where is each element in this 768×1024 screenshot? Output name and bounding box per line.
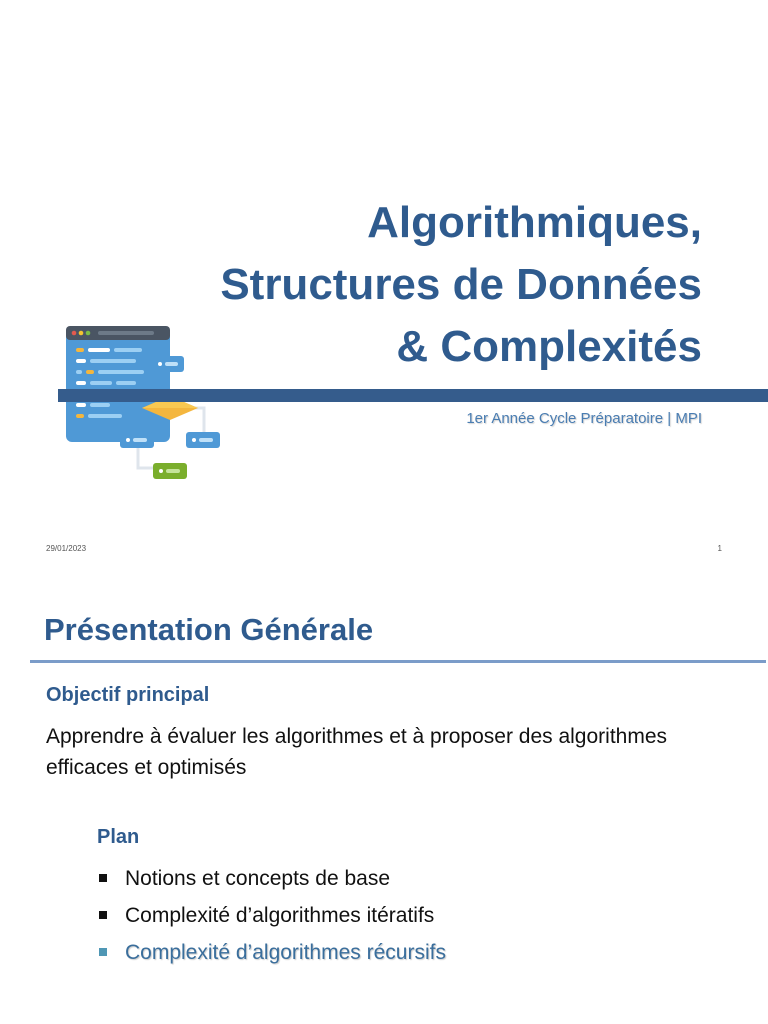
plan-item-label: Complexité d’algorithmes itératifs bbox=[125, 904, 435, 927]
subtitle: 1er Année Cycle Préparatoire | MPI bbox=[466, 410, 702, 427]
plan-item-active bbox=[97, 934, 446, 971]
square-bullet-icon bbox=[99, 948, 107, 956]
slide-date: 29/01/2023 bbox=[46, 544, 87, 553]
slide-heading: Présentation Générale bbox=[44, 612, 374, 647]
plan-list bbox=[97, 860, 446, 971]
heading-underline bbox=[30, 660, 766, 663]
plan-title: Plan bbox=[97, 826, 140, 848]
objective-title: Objectif principal bbox=[46, 684, 210, 706]
overview-slide bbox=[0, 578, 768, 1024]
plan-item-label: Complexité d’algorithmes récursifs bbox=[125, 941, 446, 964]
slide-number: 1 bbox=[717, 544, 722, 553]
presentation-title bbox=[102, 192, 702, 378]
square-bullet-icon bbox=[99, 874, 107, 882]
plan-item bbox=[97, 897, 446, 934]
objective-text: Apprendre à évaluer les algorithmes et à proposer des algorithmes efficaces et optimisés bbox=[46, 725, 668, 779]
title-divider-bar bbox=[58, 389, 768, 402]
title-line-2: Structures de Données bbox=[220, 260, 702, 309]
title-line-3: & Complexités bbox=[396, 322, 702, 371]
title-line-1: Algorithmiques, bbox=[367, 198, 702, 247]
plan-item-label: Notions et concepts de base bbox=[125, 867, 391, 890]
plan-item bbox=[97, 860, 446, 897]
square-bullet-icon bbox=[99, 911, 107, 919]
